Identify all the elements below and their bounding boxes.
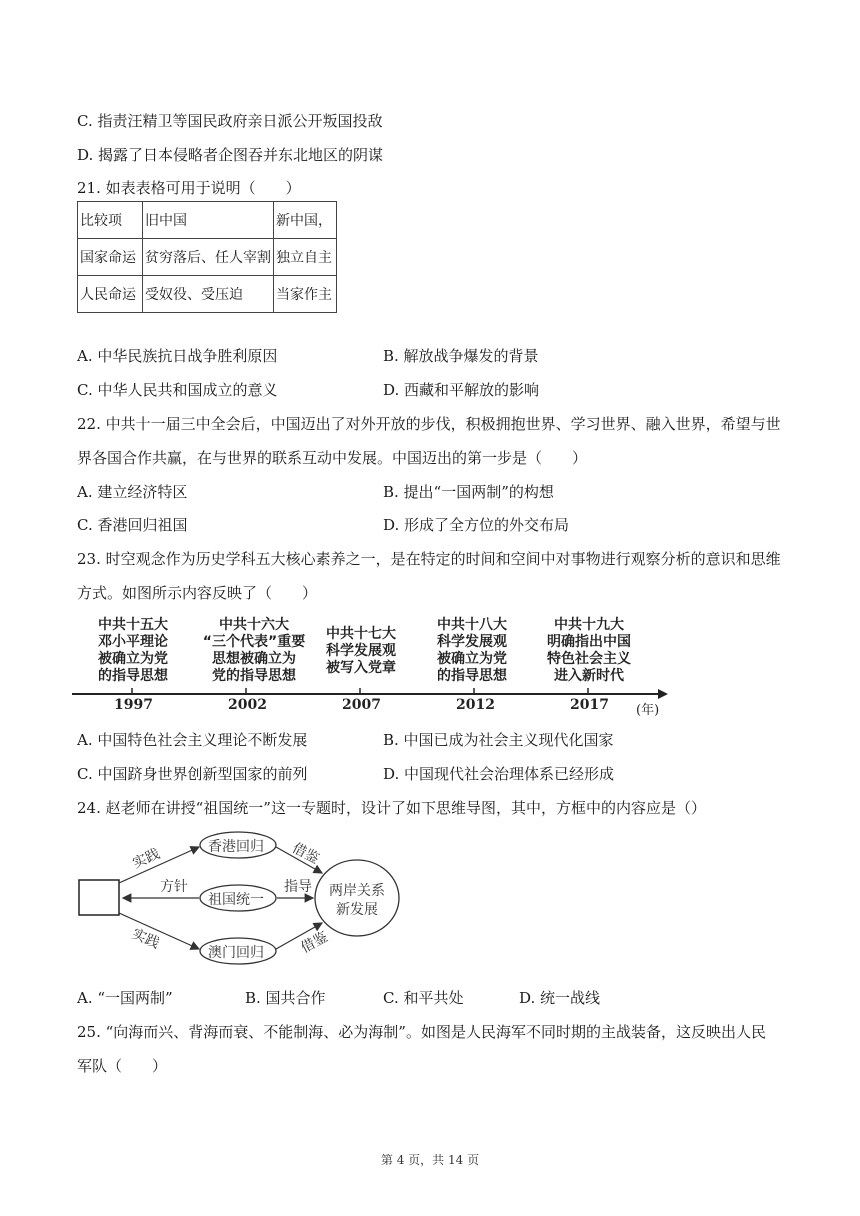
q20-option-d: D. 揭露了日本侵略者企图吞并东北地区的阴谋 xyxy=(77,146,384,164)
hk-return-node: 香港回归 xyxy=(208,839,264,855)
q22-option-d: D. 形成了全方位的外交布局 xyxy=(383,516,570,534)
year-label: 2012 xyxy=(456,697,495,713)
q21-option-d: D. 西藏和平解放的影响 xyxy=(383,381,540,399)
event-line: 邓小平理论 xyxy=(98,634,168,650)
q23-option-a: A. 中国特色社会主义理论不断发展 xyxy=(77,731,308,749)
reunification-node: 祖国统一 xyxy=(208,892,264,908)
table-cell: 国家命运 xyxy=(78,239,143,276)
event-line: 中共十五大 xyxy=(98,617,168,633)
table-cell: 旧中国 xyxy=(143,202,274,239)
timeline-event xyxy=(530,617,648,685)
table-cell: 新中国， xyxy=(274,202,337,239)
event-line: 中共十九大 xyxy=(554,617,624,633)
event-line: 明确指出中国 xyxy=(547,634,631,650)
q23-option-c: C. 中国跻身世界创新型国家的前列 xyxy=(77,765,308,783)
q21-option-b: B. 解放战争爆发的背景 xyxy=(383,347,539,365)
q24-option-c: C. 和平共处 xyxy=(383,989,464,1007)
table-cell: 独立自主 xyxy=(274,239,337,276)
event-line: 特色社会主义 xyxy=(547,651,631,667)
timeline-event xyxy=(193,617,315,685)
practice-label-bottom: 实践 xyxy=(129,925,162,952)
practice-label-top: 实践 xyxy=(130,845,163,872)
event-line: “三个代表”重要 xyxy=(202,634,306,650)
event-line: 被确立为党 xyxy=(98,651,168,667)
q25-stem-line2: 军队（ ） xyxy=(77,1057,168,1075)
event-line: 中共十七大 xyxy=(326,626,396,642)
event-line: 科学发展观 xyxy=(326,643,396,659)
event-line: 中共十六大 xyxy=(219,617,289,633)
q22-stem-line2: 界各国合作共赢，在与世界的联系互动中发展。中国迈出的第一步是（ ） xyxy=(77,449,588,467)
event-line: 被确立为党 xyxy=(437,651,507,667)
year-label: 1997 xyxy=(114,697,153,713)
q24-option-b: B. 国共合作 xyxy=(245,989,326,1007)
q22-option-c: C. 香港回归祖国 xyxy=(77,516,188,534)
table-row xyxy=(78,239,337,276)
table-cell: 贫穷落后、任人宰割 xyxy=(143,239,274,276)
year-label: 2002 xyxy=(228,697,267,713)
table-cell: 当家作主 xyxy=(274,276,337,313)
table-cell: 人民命运 xyxy=(78,276,143,313)
table-cell: 比较项 xyxy=(78,202,143,239)
q22-stem-line1: 22. 中共十一届三中全会后，中国迈出了对外开放的步伐，积极拥抱世界、学习世界、融入世界，希望与世 xyxy=(77,415,781,433)
reference-label-top: 借鉴 xyxy=(289,840,322,868)
cross-strait-node-line1: 两岸关系 xyxy=(329,883,385,899)
table-row xyxy=(78,276,337,313)
timeline-event xyxy=(420,617,524,685)
event-line: 进入新时代 xyxy=(554,668,624,684)
q25-stem-line1: 25. “向海而兴、背海而衰、不能制海、必为海制”。如图是人民海军不同时期的主战装备，这反映出人民 xyxy=(77,1023,766,1041)
year-label: 2017 xyxy=(570,697,609,713)
q24-stem: 24. 赵老师在讲授“祖国统一”这一专题时，设计了如下思维导图，其中，方框中的内容应是（） xyxy=(77,799,706,817)
event-line: 被写入党章 xyxy=(326,660,396,676)
q22-option-a: A. 建立经济特区 xyxy=(77,483,188,501)
event-line: 中共十八大 xyxy=(437,617,507,633)
q24-option-d: D. 统一战线 xyxy=(519,989,601,1007)
q23-option-d: D. 中国现代社会治理体系已经形成 xyxy=(383,765,615,783)
q23-stem-line1: 23. 时空观念作为历史学科五大核心素养之一，是在特定的时间和空间中对事物进行观察分析的意识和思维 xyxy=(77,550,781,568)
q21-option-a: A. 中华民族抗日战争胜利原因 xyxy=(77,347,278,365)
q20-option-c: C. 指责汪精卫等国民政府亲日派公开叛国投敌 xyxy=(77,112,383,130)
q21-stem: 21. 如表表格可用于说明（ ） xyxy=(77,179,301,197)
year-label: 2007 xyxy=(342,697,381,713)
q22-option-b: B. 提出“一国两制”的构想 xyxy=(383,483,554,501)
q21-option-c: C. 中华人民共和国成立的意义 xyxy=(77,381,278,399)
q23-stem-line2: 方式。如图所示内容反映了（ ） xyxy=(77,584,318,602)
page-footer: 第 4 页，共 14 页 xyxy=(380,1153,480,1167)
event-line: 科学发展观 xyxy=(437,634,507,650)
comparison-table xyxy=(77,201,337,313)
year-unit-label: (年) xyxy=(636,703,660,718)
macau-return-node: 澳门回归 xyxy=(208,945,264,961)
timeline-event xyxy=(78,617,188,685)
event-line: 的指导思想 xyxy=(98,668,168,684)
cross-strait-node-line2: 新发展 xyxy=(336,902,378,918)
timeline-event xyxy=(316,626,406,677)
q23-option-b: B. 中国已成为社会主义现代化国家 xyxy=(383,731,614,749)
table-cell: 受奴役、受压迫 xyxy=(143,276,274,313)
reference-label-bottom: 借鉴 xyxy=(298,929,331,957)
policy-label: 方针 xyxy=(160,879,188,895)
guide-label: 指导 xyxy=(284,879,312,895)
q24-option-a: A. “一国两制” xyxy=(77,989,173,1007)
event-line: 的指导思想 xyxy=(437,668,507,684)
table-row xyxy=(78,202,337,239)
event-line: 党的指导思想 xyxy=(212,668,296,684)
event-line: 思想被确立为 xyxy=(212,651,296,667)
